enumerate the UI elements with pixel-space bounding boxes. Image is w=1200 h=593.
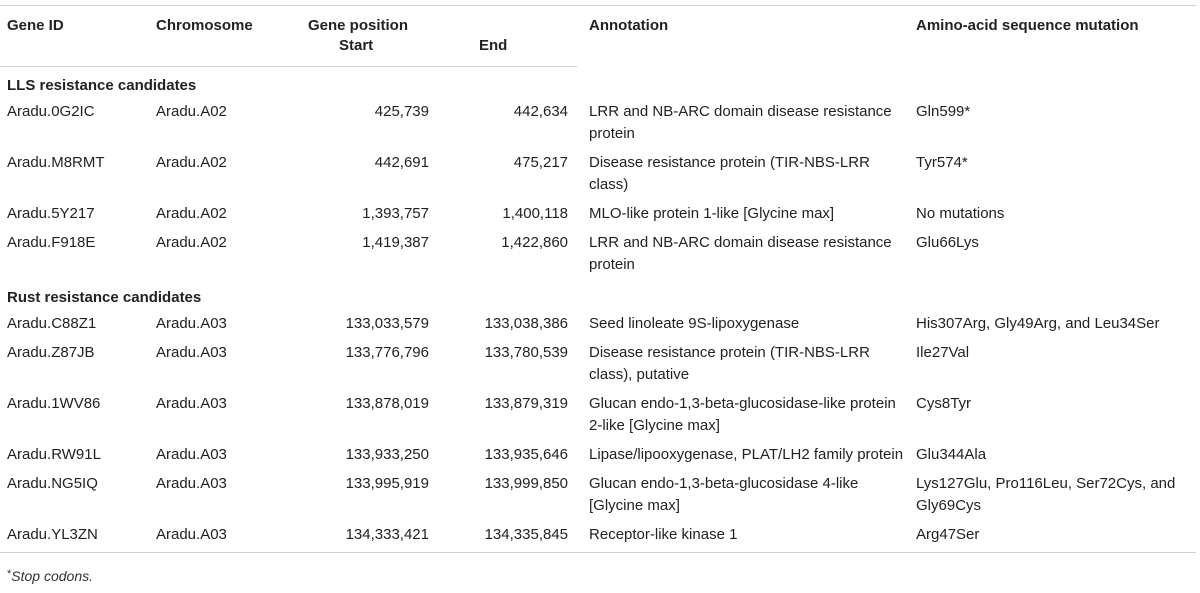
start-cell: 425,739 — [374, 103, 429, 120]
start-cell: 133,933,250 — [345, 446, 429, 463]
chromosome-cell: Aradu.A03 — [150, 520, 290, 553]
start-cell: 442,691 — [374, 154, 429, 171]
start-cell: 1,419,387 — [362, 234, 429, 251]
annotation-cell: Receptor-like kinase 1 — [577, 520, 904, 553]
section-title: LLS resistance candidates — [7, 77, 197, 94]
gene-id-cell: Aradu.F918E — [7, 234, 96, 251]
section-row — [0, 67, 1196, 98]
mutation-cell: Lys127Glu, Pro116Leu, Ser72Cys, and Gly69Cys — [916, 475, 1176, 514]
header-start: Start — [290, 37, 430, 67]
table-row — [0, 148, 1196, 199]
chromosome-cell: Aradu.A02 — [156, 103, 227, 120]
gene-id-cell: Aradu.5Y217 — [7, 205, 95, 222]
start-cell: 133,776,796 — [345, 344, 429, 361]
mutation-cell: Ile27Val — [916, 344, 970, 361]
annotation-cell: LRR and NB-ARC domain disease resistance protein — [589, 103, 892, 142]
header-mutation: Amino-acid sequence mutation — [904, 6, 1196, 67]
annotation-cell: Disease resistance protein (TIR-NBS-LRR class) — [589, 154, 870, 193]
table-row — [0, 199, 1196, 228]
end-cell: 133,999,850 — [484, 475, 569, 492]
chromosome-cell: Aradu.A03 — [156, 315, 227, 332]
end-cell: 134,335,845 — [430, 520, 577, 553]
gene-id-cell: Aradu.RW91L — [7, 446, 101, 463]
table-row — [0, 469, 1196, 520]
chromosome-cell: Aradu.A03 — [156, 475, 227, 492]
footnote — [7, 568, 93, 584]
header-gene-id: Gene ID — [0, 6, 150, 38]
gene-table — [0, 5, 1196, 553]
mutation-cell: Gln599* — [916, 103, 971, 120]
end-cell: 442,634 — [513, 103, 569, 120]
section-row — [0, 279, 1196, 309]
chromosome-cell: Aradu.A02 — [156, 205, 227, 222]
mutation-cell: Cys8Tyr — [916, 395, 972, 412]
gene-id-cell: Aradu.YL3ZN — [0, 520, 150, 553]
mutation-cell: Tyr574* — [916, 154, 968, 171]
table-row — [0, 520, 1196, 553]
table-row — [0, 228, 1196, 279]
annotation-cell: Seed linoleate 9S-lipoxygenase — [589, 315, 800, 332]
chromosome-cell: Aradu.A02 — [156, 154, 227, 171]
end-cell: 133,935,646 — [484, 446, 569, 463]
annotation-cell: MLO-like protein 1-like [Glycine max] — [589, 205, 835, 222]
annotation-cell: Glucan endo-1,3-beta-glucosidase 4-like [Glycine max] — [589, 475, 859, 514]
start-cell: 133,878,019 — [345, 395, 429, 412]
annotation-cell: Disease resistance protein (TIR-NBS-LRR class), putative — [589, 344, 870, 383]
section-title: Rust resistance candidates — [7, 289, 202, 306]
header-end: End — [430, 37, 577, 67]
start-cell: 133,995,919 — [345, 475, 429, 492]
header-row — [0, 6, 1196, 38]
footnote-marker: * — [7, 568, 12, 580]
table-row — [0, 309, 1196, 338]
end-cell: 1,400,118 — [502, 205, 569, 222]
table-row — [0, 440, 1196, 469]
table-row — [0, 338, 1196, 389]
header-gene-position: Gene position — [290, 6, 577, 38]
chromosome-cell: Aradu.A02 — [156, 234, 227, 251]
end-cell: 1,422,860 — [501, 234, 569, 251]
start-cell: 134,333,421 — [290, 520, 430, 553]
end-cell: 133,879,319 — [484, 395, 569, 412]
gene-id-cell: Aradu.0G2IC — [7, 103, 95, 120]
table-row — [0, 389, 1196, 440]
annotation-cell: Glucan endo-1,3-beta-glucosidase-like protein 2-like [Glycine max] — [589, 395, 896, 434]
end-cell: 133,780,539 — [484, 344, 569, 361]
annotation-cell: Lipase/lipooxygenase, PLAT/LH2 family protein — [589, 446, 904, 463]
mutation-cell: Arg47Ser — [904, 520, 1196, 553]
mutation-cell: Glu344Ala — [916, 446, 987, 463]
gene-id-cell: Aradu.M8RMT — [7, 154, 105, 171]
chromosome-cell: Aradu.A03 — [156, 446, 227, 463]
table-body — [0, 67, 1196, 553]
chromosome-cell: Aradu.A03 — [156, 344, 227, 361]
footnote-text: Stop codons. — [11, 568, 94, 584]
mutation-cell: No mutations — [916, 205, 1005, 222]
header-chromosome: Chromosome — [150, 6, 290, 38]
header-annotation: Annotation — [577, 6, 904, 67]
end-cell: 133,038,386 — [484, 315, 569, 332]
chromosome-cell: Aradu.A03 — [156, 395, 227, 412]
mutation-cell: His307Arg, Gly49Arg, and Leu34Ser — [916, 315, 1160, 332]
gene-id-cell: Aradu.NG5IQ — [7, 475, 98, 492]
end-cell: 475,217 — [513, 154, 569, 171]
gene-id-cell: Aradu.Z87JB — [7, 344, 95, 361]
mutation-cell: Glu66Lys — [916, 234, 979, 251]
gene-id-cell: Aradu.C88Z1 — [7, 315, 97, 332]
table-row — [0, 97, 1196, 148]
start-cell: 1,393,757 — [362, 205, 429, 222]
gene-id-cell: Aradu.1WV86 — [7, 395, 101, 412]
start-cell: 133,033,579 — [345, 315, 429, 332]
annotation-cell: LRR and NB-ARC domain disease resistance protein — [589, 234, 892, 273]
